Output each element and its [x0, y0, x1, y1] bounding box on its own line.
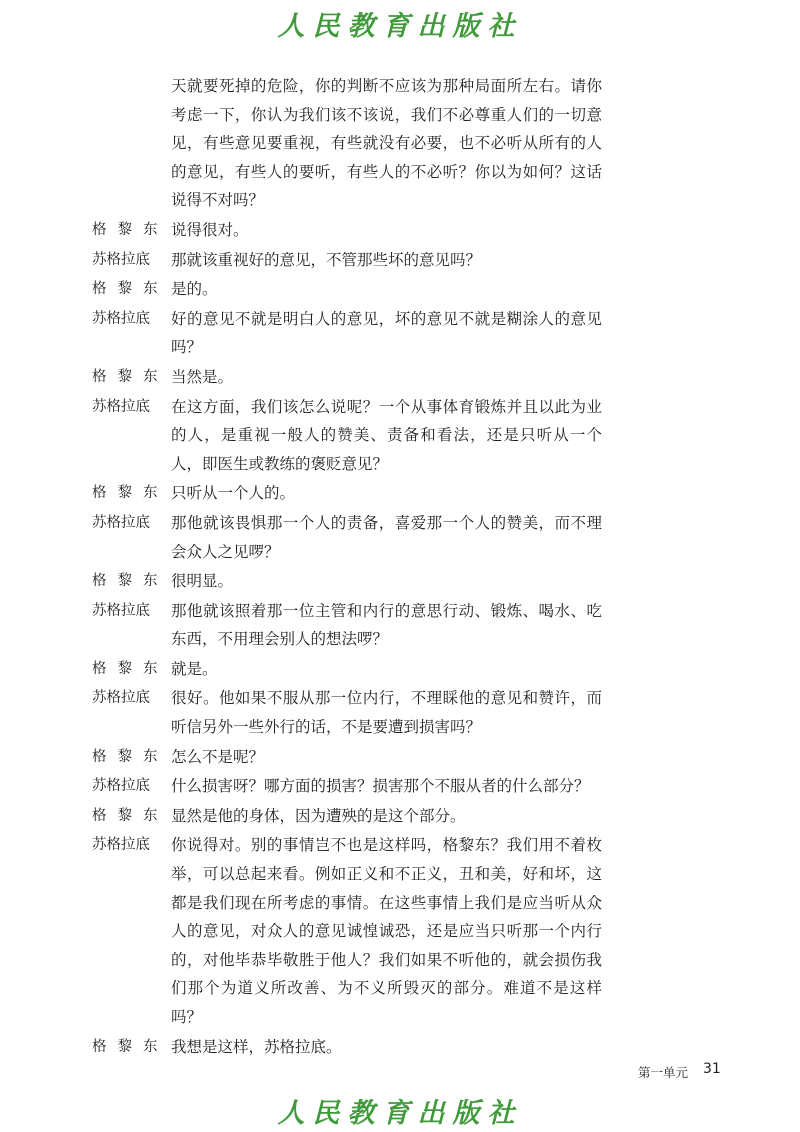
speaker-label: 苏格拉底	[92, 251, 150, 268]
speech-text: 那就该重视好的意见，不管那些坏的意见吗？	[171, 250, 482, 269]
speech-text: 当然是。	[171, 367, 234, 386]
dialogue-entry	[92, 305, 602, 362]
speaker-label: 苏格拉底	[92, 778, 150, 795]
speech-text: 显然是他的身体，因为遭殃的是这个部分。	[171, 806, 466, 825]
speaker-label: 苏格拉底	[92, 398, 150, 415]
speech-text: 说得很对。	[171, 220, 249, 239]
dialogue-entry	[92, 72, 602, 215]
dialogue-entry	[92, 831, 602, 1031]
dialogue-entry	[92, 802, 602, 831]
dialogue-entry	[92, 509, 602, 566]
dialogue-entry	[92, 684, 602, 741]
speech-text: 你说得对。别的事情岂不也是这样吗，格黎东？我们用不着枚举，可以总起来看。例如正义和不正义，丑和美，好和坏，这都是我们现在所考虑的事情。在这些事情上我们是应当听从众人的意见，对众人的意见诚惶诚恐，还是应当只听那一个内行的，对他毕恭毕敬胜于他人？我们如果不听他的，就会损伤我们那个为道义所改善、为不义所毁灭的部分。难道不是这样吗？	[171, 836, 602, 1026]
speech-text: 很好。他如果不服从那一位内行，不理睬他的意见和赞许，而听信另外一些外行的话，不是要遭到损害吗？	[171, 689, 602, 737]
speech-text: 很明显。	[171, 572, 234, 591]
dialogue-entry	[92, 393, 602, 479]
speech-text: 就是。	[171, 659, 218, 678]
speaker-label: 格黎东	[92, 660, 169, 677]
speech-text: 只听从一个人的。	[171, 484, 296, 503]
dialogue-entry	[92, 597, 602, 654]
speech-text: 什么损害呀？哪方面的损害？损害那个不服从者的什么部分？	[171, 777, 590, 796]
speaker-label: 格黎东	[92, 807, 169, 824]
speaker-label: 格黎东	[92, 221, 169, 238]
speaker-label: 苏格拉底	[92, 310, 150, 327]
dialogue-entry	[92, 567, 602, 596]
speech-text: 怎么不是呢？	[171, 747, 265, 766]
speaker-label	[92, 72, 156, 100]
publisher-logo-bottom: 人民教育出版社	[277, 1098, 523, 1129]
dialogue-entry	[92, 363, 602, 392]
speech-text: 好的意见不就是明白人的意见，坏的意见不就是糊涂人的意见吗？	[171, 309, 602, 357]
speaker-label: 格黎东	[92, 281, 169, 298]
speaker-label: 苏格拉底	[92, 690, 150, 707]
dialogue-entry	[92, 772, 602, 801]
dialogue-body	[92, 72, 602, 1062]
dialogue-entry	[92, 655, 602, 684]
speaker-label: 苏格拉底	[92, 514, 150, 531]
dialogue-entry	[92, 246, 602, 275]
speaker-label: 格黎东	[92, 485, 169, 502]
dialogue-entry	[92, 743, 602, 772]
speaker-label: 格黎东	[92, 573, 169, 590]
page-number: 31	[703, 1061, 721, 1077]
speech-text: 我想是这样，苏格拉底。	[171, 1037, 342, 1056]
speech-text: 那他就该畏惧那一个人的责备，喜爱那一个人的赞美，而不理会众人之见啰？	[171, 513, 602, 561]
publisher-logo-top: 人民教育出版社	[277, 11, 523, 42]
speech-text: 在这方面，我们该怎么说呢？一个从事体育锻炼并且以此为业的人，是重视一般人的赞美、责备和看法，还是只听从一个人，即医生或教练的褒贬意见？	[171, 397, 602, 473]
speech-text: 那他就该照着那一位主管和内行的意思行动、锻炼、喝水、吃东西，不用理会别人的想法啰？	[171, 601, 602, 649]
speaker-label: 格黎东	[92, 368, 169, 385]
dialogue-entry	[92, 216, 602, 245]
speech-text: 天就要死掉的危险，你的判断不应该为那种局面所左右。请你考虑一下，你认为我们该不该说，我们不必尊重人们的一切意见，有些意见要重视，有些就没有必要，也不必听从所有的人的意见，有些人的要听，有些人的不必听？你以为如何？这话说得不对吗？	[171, 77, 602, 210]
speaker-label: 格黎东	[92, 1038, 169, 1055]
speaker-label: 格黎东	[92, 748, 169, 765]
speaker-label: 苏格拉底	[92, 837, 150, 854]
dialogue-entry	[92, 275, 602, 304]
dialogue-entry	[92, 1033, 602, 1062]
dialogue-entry	[92, 479, 602, 508]
speaker-label: 苏格拉底	[92, 602, 150, 619]
speech-text: 是的。	[171, 280, 218, 299]
unit-label: 第一单元	[638, 1065, 689, 1080]
